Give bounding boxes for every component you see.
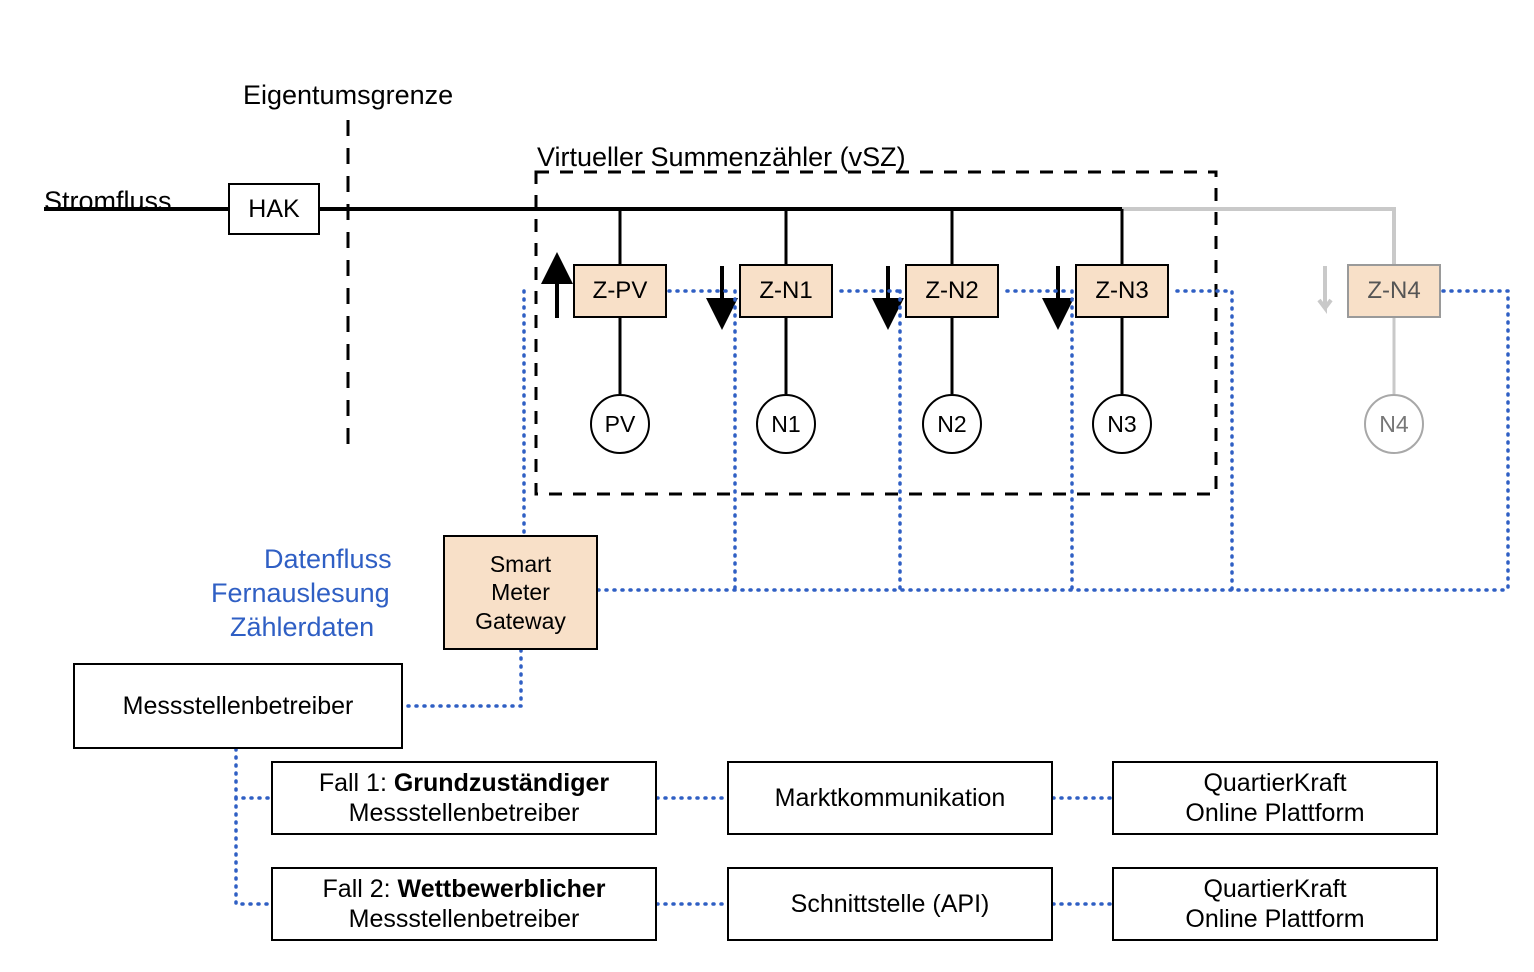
meter-label-z-n3: Z-N3 bbox=[1095, 277, 1149, 305]
dataflow-msb-case2 bbox=[236, 798, 271, 904]
flow-arrow-n4 bbox=[1319, 266, 1331, 308]
case-1-box[interactable] bbox=[271, 761, 657, 835]
dataflow-z-n4 bbox=[1443, 291, 1508, 590]
case-1-subtitle: Messstellenbetreiber bbox=[348, 799, 580, 827]
meter-box-z-n2[interactable] bbox=[905, 264, 999, 318]
dataflow-gateway-msb bbox=[403, 650, 521, 706]
case-1-platform-box[interactable] bbox=[1112, 761, 1438, 835]
consumer-circle-n2[interactable] bbox=[922, 394, 982, 454]
consumer-label-n2: N2 bbox=[937, 410, 967, 437]
dataflow-legend-line1: Datenfluss bbox=[264, 544, 392, 574]
case-1-channel-label: Marktkommunikation bbox=[774, 783, 1006, 812]
messstellenbetreiber-label: Messstellenbetreiber bbox=[122, 691, 354, 720]
case-2-channel-box[interactable] bbox=[727, 867, 1053, 941]
case-2-channel-label: Schnittstelle (API) bbox=[790, 889, 990, 918]
consumer-circle-n1[interactable] bbox=[756, 394, 816, 454]
case-1-strong: Grundzuständiger bbox=[393, 768, 610, 797]
dataflow-z-n3 bbox=[1177, 291, 1232, 590]
case-2-title bbox=[323, 874, 606, 905]
meter-box-z-n4[interactable] bbox=[1347, 264, 1441, 318]
power-flow-label: Stromfluss bbox=[44, 186, 172, 216]
gateway-label-line3: Gateway bbox=[475, 607, 566, 634]
smart-meter-gateway-box[interactable] bbox=[443, 535, 598, 650]
meter-box-z-pv[interactable] bbox=[573, 264, 667, 318]
consumer-label-n4: N4 bbox=[1379, 410, 1409, 437]
hak-label: HAK bbox=[248, 194, 300, 223]
case-1-platform-line2: Online Plattform bbox=[1185, 799, 1365, 827]
power-line-inactive bbox=[1122, 209, 1394, 264]
case-2-platform-line1: QuartierKraft bbox=[1203, 874, 1347, 903]
consumer-label-n3: N3 bbox=[1107, 410, 1137, 437]
consumer-circle-n4[interactable] bbox=[1364, 394, 1424, 454]
case-1-platform-line1: QuartierKraft bbox=[1203, 768, 1347, 797]
case-2-platform-line2: Online Plattform bbox=[1185, 905, 1365, 933]
dataflow-legend-line3: Zählerdaten bbox=[230, 612, 375, 642]
meter-box-z-n3[interactable] bbox=[1075, 264, 1169, 318]
meter-box-z-n1[interactable] bbox=[739, 264, 833, 318]
case-1-channel-box[interactable] bbox=[727, 761, 1053, 835]
consumer-circle-pv[interactable] bbox=[590, 394, 650, 454]
meter-label-z-pv: Z-PV bbox=[592, 277, 648, 305]
case-1-prefix: Fall 1: bbox=[318, 768, 394, 797]
gateway-label-line1: Smart bbox=[489, 551, 552, 578]
consumer-label-pv: PV bbox=[604, 410, 636, 437]
meter-label-z-n4: Z-N4 bbox=[1367, 277, 1421, 305]
dataflow-legend-line2: Fernauslesung bbox=[211, 578, 390, 608]
case-2-strong: Wettbewerblicher bbox=[397, 874, 606, 903]
consumer-label-n1: N1 bbox=[771, 410, 801, 437]
case-2-subtitle: Messstellenbetreiber bbox=[348, 905, 580, 933]
gateway-label-line2: Meter bbox=[491, 579, 550, 606]
meter-label-z-n2: Z-N2 bbox=[925, 277, 979, 305]
consumer-circle-n3[interactable] bbox=[1092, 394, 1152, 454]
dataflow-msb-case1 bbox=[236, 749, 271, 798]
case-2-prefix: Fall 2: bbox=[322, 874, 398, 903]
messstellenbetreiber-box[interactable] bbox=[73, 663, 403, 749]
case-1-title bbox=[319, 768, 609, 799]
case-2-box[interactable] bbox=[271, 867, 657, 941]
meter-label-z-n1: Z-N1 bbox=[759, 277, 813, 305]
ownership-boundary-label: Eigentumsgrenze bbox=[243, 80, 454, 110]
hak-box[interactable] bbox=[228, 183, 320, 235]
vsz-label: Virtueller Summenzähler (vSZ) bbox=[537, 142, 906, 172]
case-2-platform-box[interactable] bbox=[1112, 867, 1438, 941]
